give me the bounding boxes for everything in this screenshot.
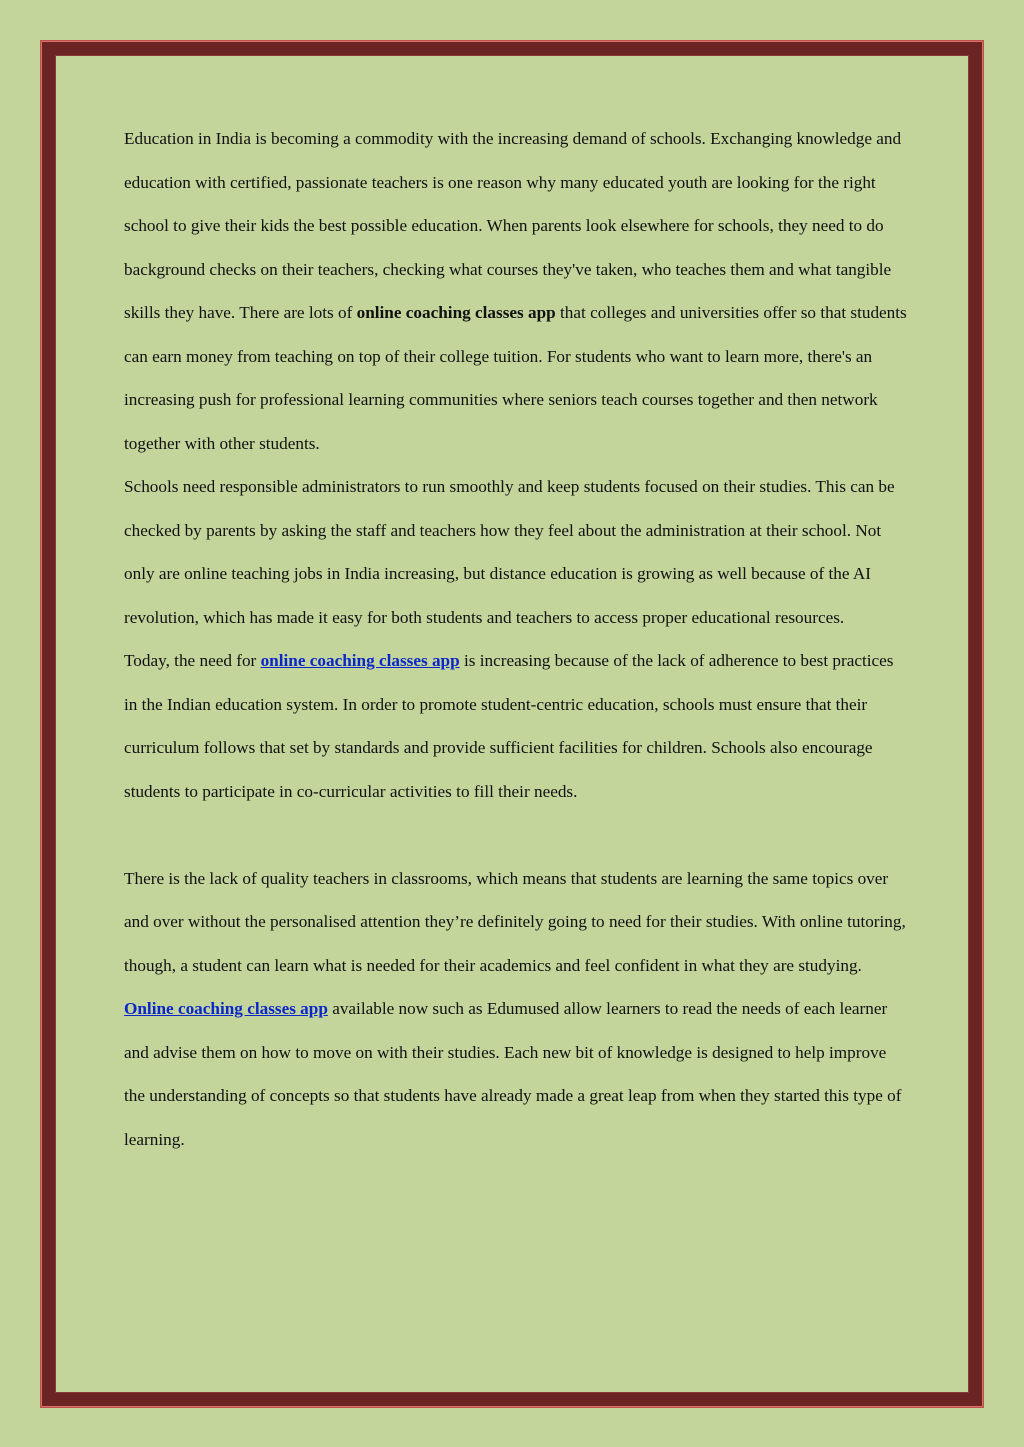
paragraph-3-text-b: is increasing because of the lack of adherence to best practices in the Indian education system. In order to promote student-centric education, schools must ensure that their curriculum follows that set by standards and provide sufficient facilities for children. Schools also encourage students to participate in co-curricular activities to fill their needs. [124, 651, 894, 801]
paragraph-1-text-b: that colleges and universities offer so that students can earn money from teaching on top of their college tuition. For students who want to learn more, there's an increasing push for professional learning communities where seniors teach courses together and then network together with other students. [124, 303, 907, 453]
paragraph-2: Schools need responsible administrators to run smoothly and keep students focused on their studies. This can be checked by parents by asking the staff and teachers how they feel about the administration at their school. Not only are online teaching jobs in India increasing, but distance education is growing as well because of the AI revolution, which has made it easy for both students and teachers to access proper educational resources. [124, 477, 895, 627]
paragraph-1 [124, 117, 908, 465]
paragraph-1-text-a: Education in India is becoming a commodity with the increasing demand of schools. Exchanging knowledge and education with certified, passionate teachers is one reason why many educated youth are looking for the right school to give their kids the best possible education. When parents look elsewhere for schools, they need to do background checks on their teachers, checking what courses they've taken, who teaches them and what tangible skills they have. There are lots of [124, 129, 902, 322]
paragraph-1-bold-phrase: online coaching classes app [356, 303, 556, 322]
online-coaching-classes-app-link[interactable]: online coaching classes app [260, 651, 460, 670]
paragraph-4-text-b: available now such as Edumused allow learners to read the needs of each learner and advise them on how to move on with their studies. Each new bit of knowledge is designed to help improve the understanding of concepts so that students have already made a great leap from when they started this type of learning. [124, 999, 902, 1149]
online-coaching-classes-app-link-2[interactable]: Online coaching classes app [124, 999, 328, 1018]
paragraph-4-text-a: There is the lack of quality teachers in classrooms, which means that students are learning the same topics over and over without the personalised attention they’re definitely going to need for their studies. With online tutoring, though, a student can learn what is needed for their academics and feel confident in what they are studying. [124, 868, 906, 975]
paragraph-3 [124, 639, 908, 813]
paragraph-3-text-a: Today, the need for [124, 651, 261, 670]
paragraph-4 [124, 857, 908, 1162]
document-body [124, 117, 908, 1161]
